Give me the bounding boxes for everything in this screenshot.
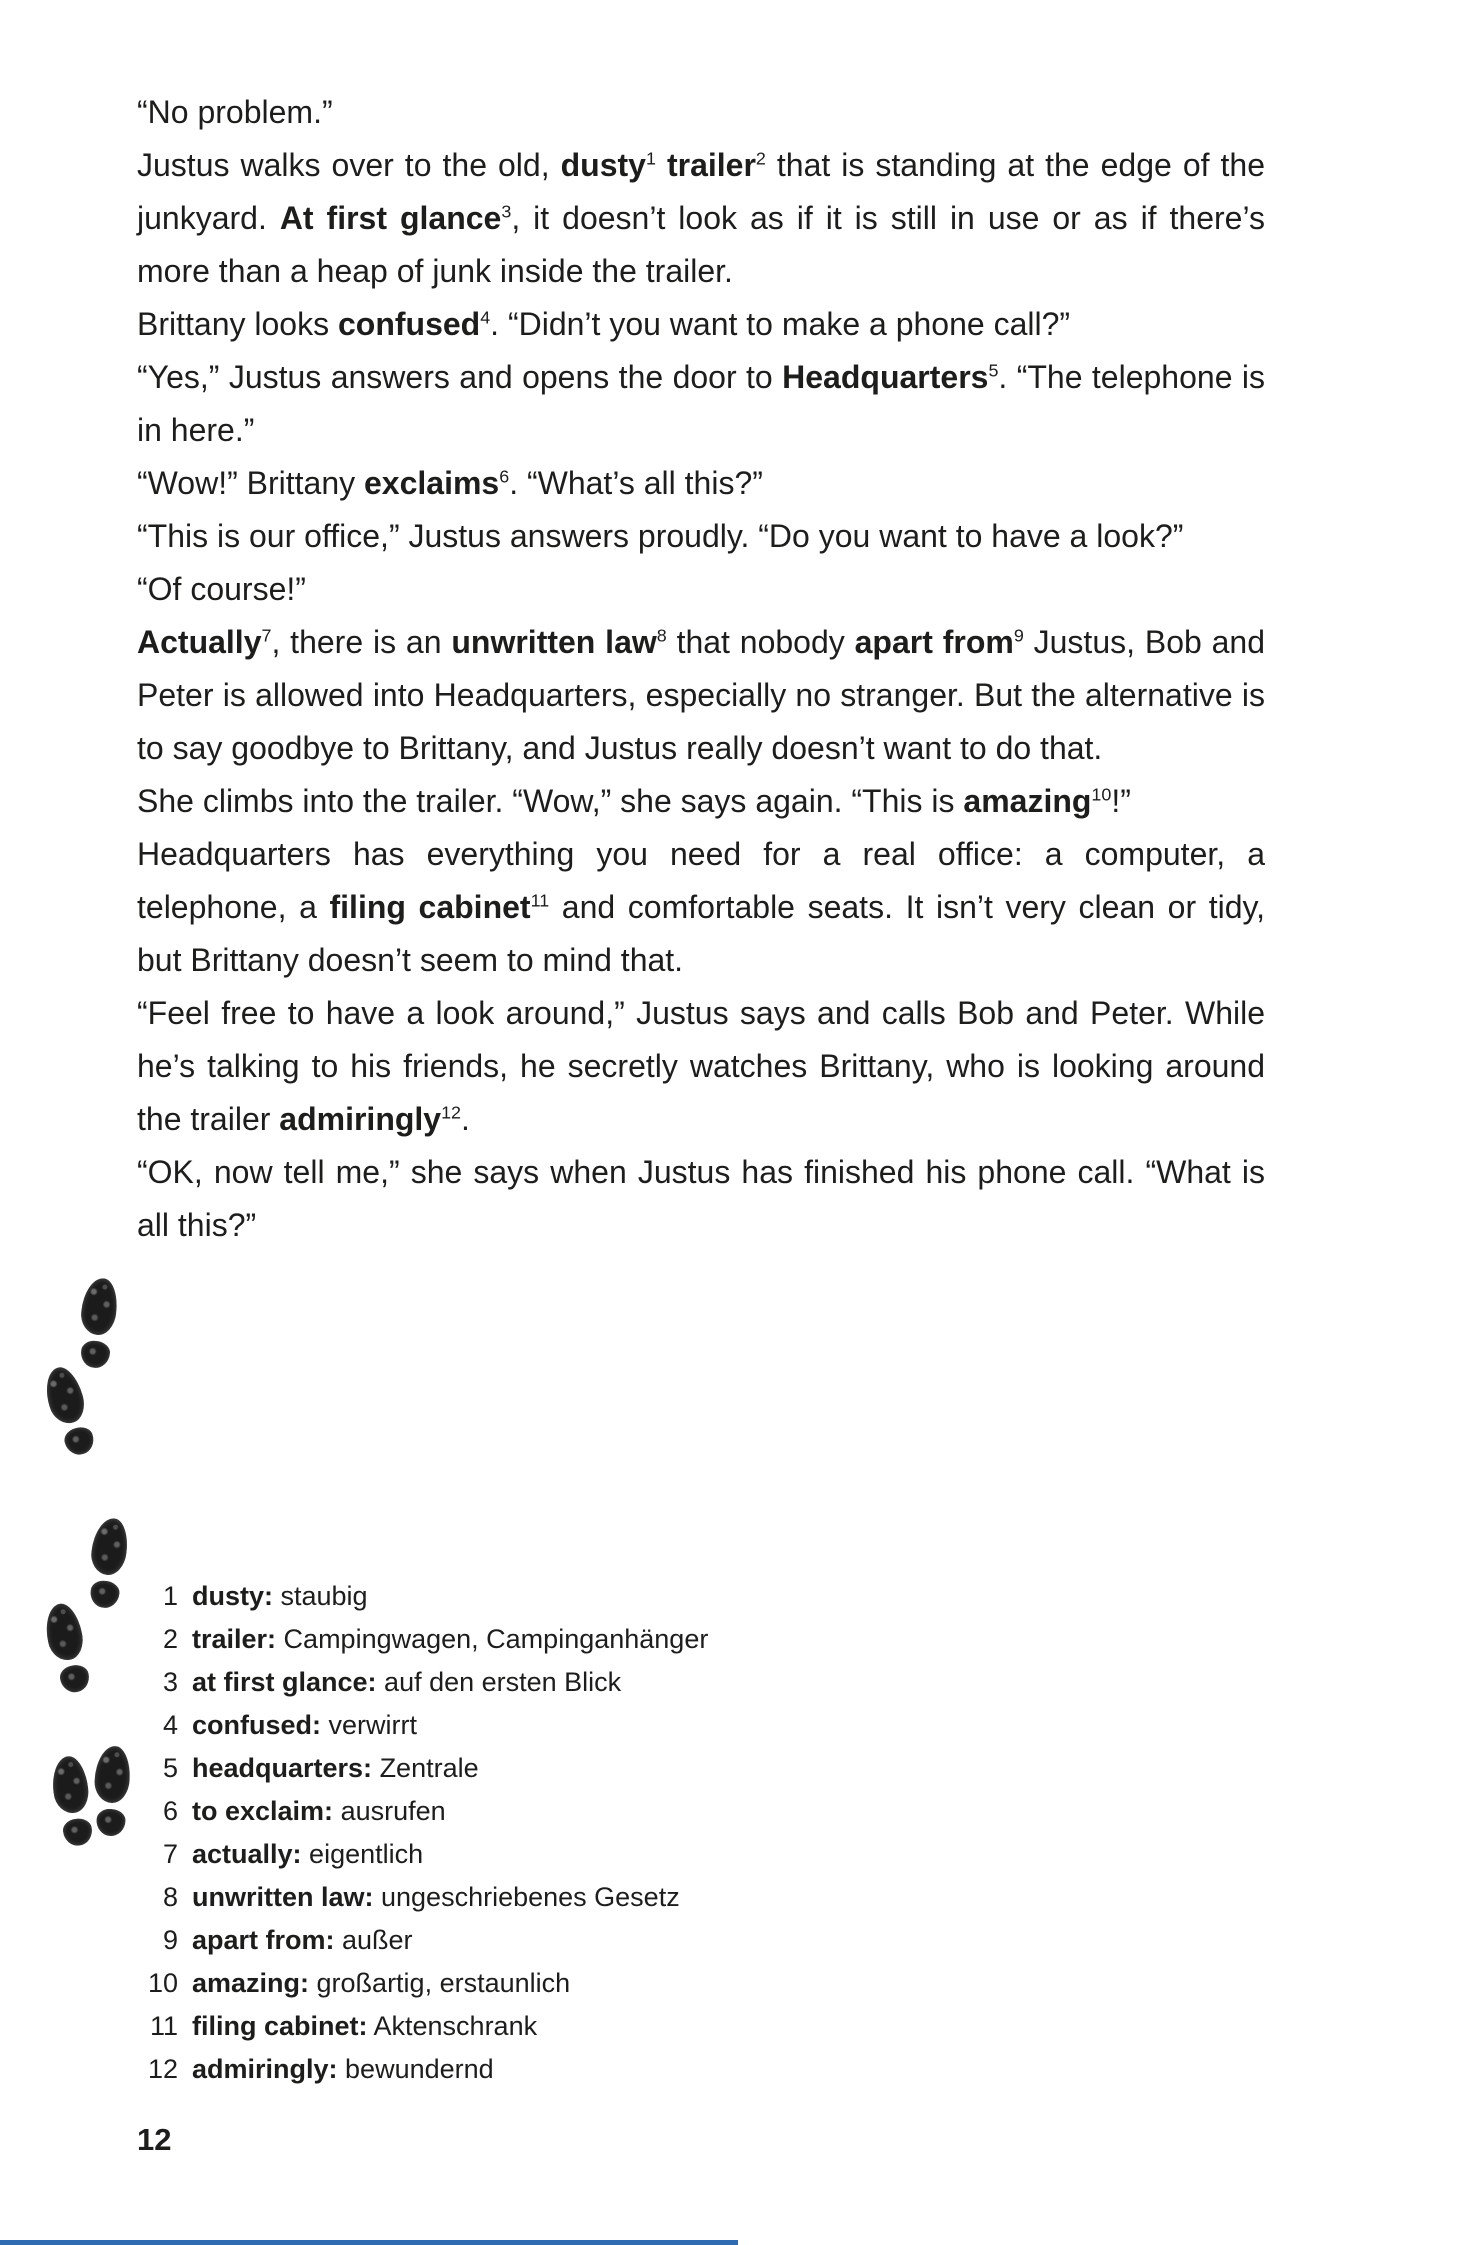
footnote-term: confused: <box>192 1710 322 1740</box>
footprint-heel <box>62 1424 98 1458</box>
footnote-translation: eigentlich <box>301 1839 424 1869</box>
footnote-translation: ausrufen <box>333 1796 446 1826</box>
footprint-sole <box>49 1754 92 1815</box>
footnote-number: 7 <box>162 1839 178 1869</box>
footnote-number: 6 <box>162 1796 178 1826</box>
story-paragraph: Actually$^7$, there is an unwritten law$^8$ that nobody apart from$^9$ Justus, Bob and Peter is allowed into Headquarters, especially no stranger. But the alternative is to say goodbye to Brittany, and Justus really doesn’t want to do that. <box>137 624 1266 766</box>
footprint-icon <box>90 1745 135 1839</box>
footnote-row <box>138 1704 1038 1747</box>
footnote-reference: 8 <box>656 625 667 646</box>
footnote-number: 5 <box>162 1753 178 1783</box>
footnote-term: apart from: <box>192 1925 335 1955</box>
footnote-row <box>138 1833 1038 1876</box>
footnote-number: 10 <box>147 1968 178 1998</box>
story-paragraph: She climbs into the trailer. “Wow,” she says again. “This is amazing$^{10}$!” <box>137 783 1131 819</box>
footprint-icon <box>39 1600 97 1698</box>
footnote-term: to exclaim: <box>192 1796 334 1826</box>
story-paragraph: “OK, now tell me,” she says when Justus has finished his phone call. “What is all this?” <box>137 1154 1265 1243</box>
footprint-icon <box>83 1516 134 1612</box>
footnote-row <box>138 1747 1038 1790</box>
footnote-reference: 7 <box>261 625 272 646</box>
footnote-row <box>138 2005 1038 2048</box>
page-number: 12 <box>137 2122 172 2157</box>
story-paragraph: “No problem.” <box>137 94 333 130</box>
footnote-term: filing cabinet: <box>192 2011 368 2041</box>
footprint-heel <box>79 1339 111 1369</box>
footprint-icon <box>37 1362 102 1462</box>
footnote-reference: 12 <box>441 1102 462 1123</box>
vocab-word: apart from <box>854 624 1014 660</box>
footnote-reference: 10 <box>1091 784 1112 805</box>
footprint-sole <box>41 1600 87 1663</box>
footnote-reference: 9 <box>1013 625 1024 646</box>
footprint-sole <box>93 1745 131 1804</box>
footnote-row <box>138 1876 1038 1919</box>
footnote-reference: 3 <box>501 201 512 222</box>
footprint-heel <box>96 1808 126 1836</box>
footprint-heel <box>89 1579 121 1609</box>
story-paragraph: “Feel free to have a look around,” Justus says and calls Bob and Peter. While he’s talking to his friends, he secretly watches Brittany, who is looking around the trailer admiringly$^{12}$. <box>137 995 1265 1137</box>
footnote-row <box>138 1575 1038 1618</box>
vocab-word: admiringly <box>279 1101 442 1137</box>
footnote-term: dusty: <box>192 1581 273 1611</box>
footnote-row <box>138 1962 1038 2005</box>
footnote-translation: Campingwagen, Campinganhänger <box>276 1624 709 1654</box>
story-paragraph: “Yes,” Justus answers and opens the door to Headquarters$^5$. “The telephone is in here.” <box>137 359 1266 448</box>
footnote-reference: 6 <box>499 466 510 487</box>
footnote-number: 2 <box>162 1624 178 1654</box>
footnote-row <box>138 1618 1038 1661</box>
footnote-row <box>138 1661 1038 1704</box>
footnote-term: actually: <box>192 1839 302 1869</box>
footprint-sole <box>89 1516 131 1577</box>
vocab-word: exclaims <box>364 465 500 501</box>
footprint-heel <box>58 1663 92 1695</box>
footnote-reference: 11 <box>530 890 550 911</box>
footnote-translation: staubig <box>273 1581 368 1611</box>
story-paragraph: “Wow!” Brittany exclaims$^6$. “What’s all this?” <box>137 465 763 501</box>
footnote-term: admiringly: <box>192 2054 338 2084</box>
vocab-word: Headquarters <box>782 359 989 395</box>
footprint-sole <box>39 1363 89 1428</box>
footnote-number: 4 <box>162 1710 178 1740</box>
footprint-icon <box>73 1276 122 1372</box>
footnote-reference: 4 <box>480 307 491 328</box>
footnote-row <box>138 1919 1038 1962</box>
footnote-row <box>138 2048 1038 2091</box>
vocab-word: Actually <box>137 624 262 660</box>
footnote-translation: auf den ersten Blick <box>376 1667 622 1697</box>
footnote-term: at first glance: <box>192 1667 377 1697</box>
footnote-reference: 2 <box>755 148 766 169</box>
vocab-word: amazing <box>963 783 1092 819</box>
footnote-number: 8 <box>162 1882 178 1912</box>
story-paragraph: Justus walks over to the old, dusty$^1$ trailer$^2$ that is standing at the edge of the junkyard. At first glance$^3$, it doesn’t look as if it is still in use or as if there’s more than a heap of junk inside the trailer. <box>137 147 1266 289</box>
footnote-translation: großartig, erstaunlich <box>309 1968 571 1998</box>
vocab-word: dusty <box>560 147 646 183</box>
vocab-word: confused <box>337 306 481 342</box>
story-paragraph: Brittany looks confused$^4$. “Didn’t you want to make a phone call?” <box>137 306 1071 342</box>
story-paragraph: Headquarters has everything you need for a real office: a computer, a telephone, a filing cabinet$^{11}$ and comfortable seats. It isn’t very clean or tidy, but Brittany doesn’t seem to mind that. <box>137 836 1266 978</box>
footnote-reference: 1 <box>645 148 656 169</box>
footnote-translation: bewundernd <box>337 2054 494 2084</box>
footnote-term: unwritten law: <box>192 1882 374 1912</box>
footnote-number: 1 <box>162 1581 178 1611</box>
footnote-translation: verwirrt <box>321 1710 418 1740</box>
footnote-reference: 5 <box>988 360 999 381</box>
story-text <box>137 86 1265 1252</box>
vocab-word: unwritten law <box>451 624 657 660</box>
footnotes-list <box>138 1575 1038 2091</box>
vocab-word: trailer <box>666 147 756 183</box>
footnote-number: 3 <box>162 1667 178 1697</box>
footnote-row <box>138 1790 1038 1833</box>
footnote-number: 9 <box>162 1925 178 1955</box>
vocab-word: filing cabinet <box>329 889 531 925</box>
footnote-term: amazing: <box>192 1968 310 1998</box>
footnote-number: 11 <box>149 2011 178 2041</box>
footnote-term: headquarters: <box>192 1753 373 1783</box>
vocab-word: At first glance <box>279 200 502 236</box>
story-paragraph: “This is our office,” Justus answers proudly. “Do you want to have a look?” <box>137 518 1184 554</box>
bottom-accent-bar <box>0 2240 738 2245</box>
footnote-translation: außer <box>334 1925 413 1955</box>
footprint-sole <box>79 1276 120 1336</box>
footnote-term: trailer: <box>192 1624 277 1654</box>
footnote-translation: Aktenschrank <box>367 2011 538 2041</box>
footnote-number: 12 <box>147 2054 178 2084</box>
story-paragraph: “Of course!” <box>137 571 306 607</box>
footnote-translation: ungeschriebenes Gesetz <box>373 1882 680 1912</box>
footnote-translation: Zentrale <box>372 1753 479 1783</box>
